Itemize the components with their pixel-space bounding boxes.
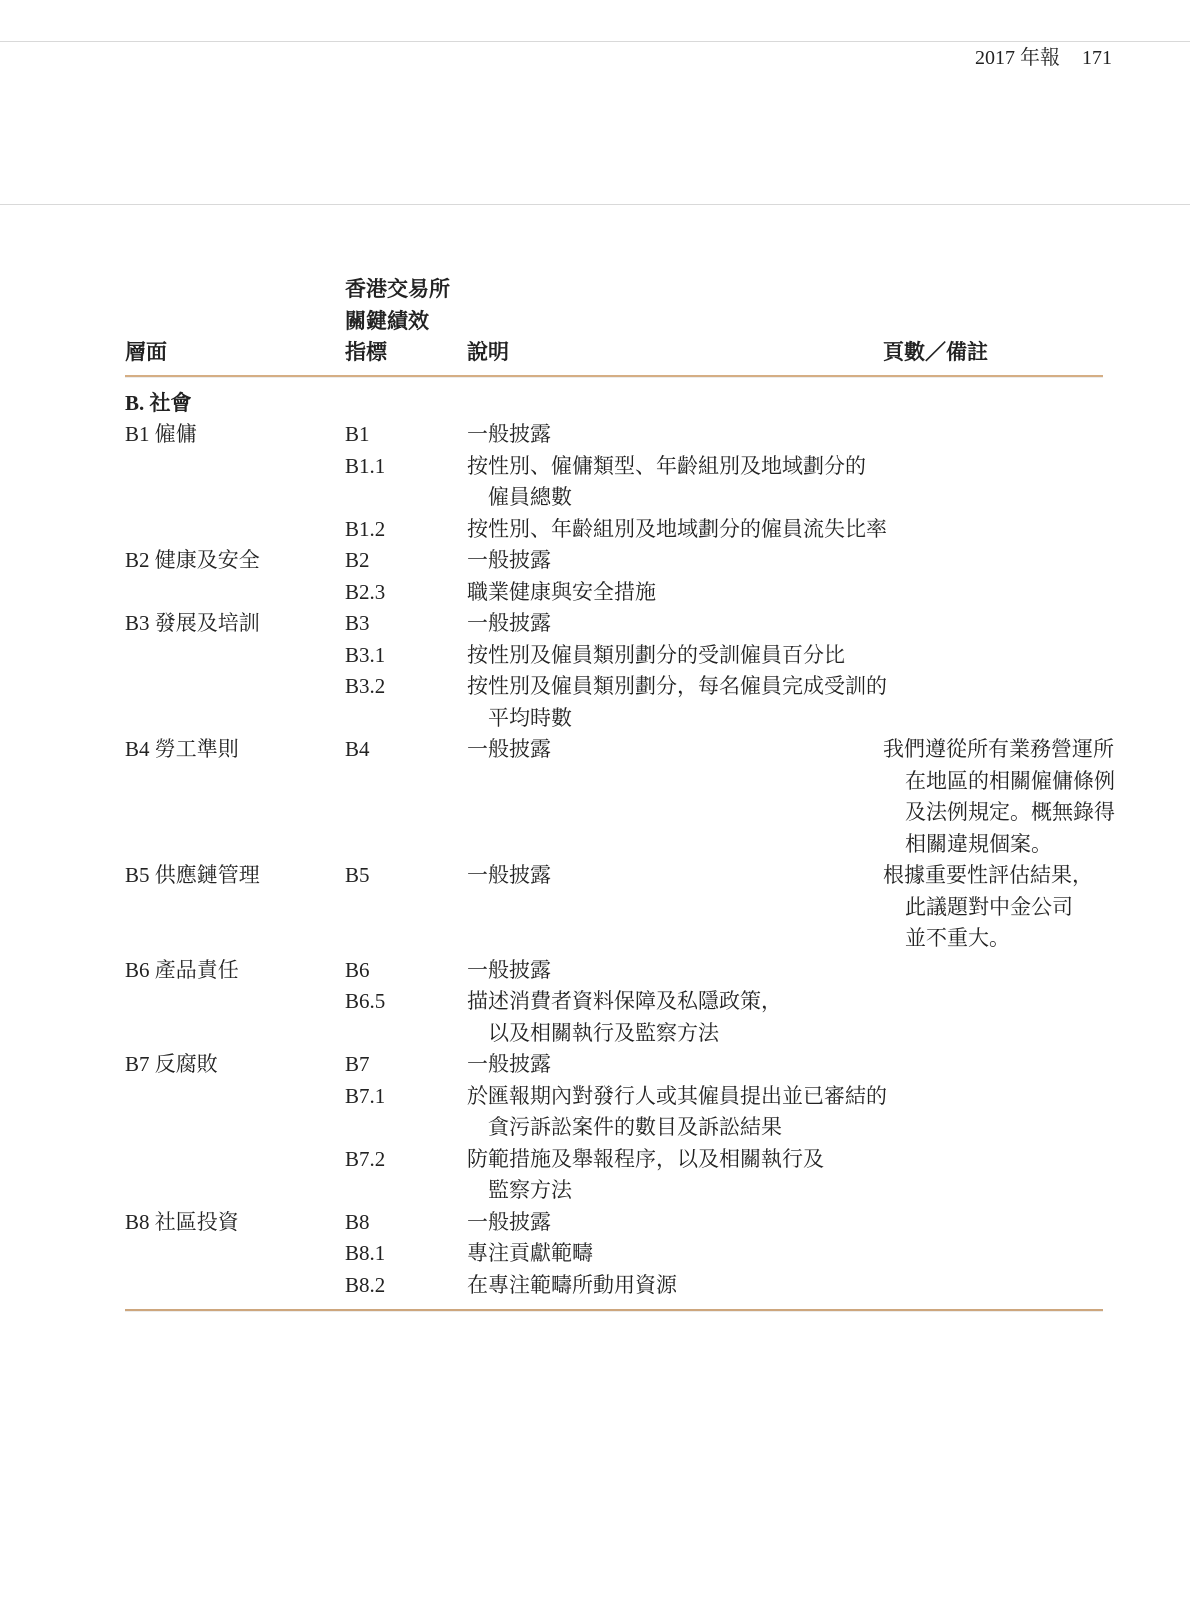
- description-cell: [467, 451, 883, 514]
- description-cell: [467, 514, 887, 546]
- remark-cell-line: 根據重要性評估結果，: [883, 863, 1093, 887]
- description-cell: [467, 577, 883, 609]
- remark-cell: [883, 734, 1115, 860]
- kpi-code-cell: [345, 514, 467, 546]
- description-cell: [467, 545, 883, 577]
- description-cell-line: 職業健康與安全措施: [467, 579, 656, 604]
- description-cell-line: 一般披露: [467, 1052, 551, 1076]
- kpi-code-cell-line: B2.3: [345, 579, 386, 604]
- remark-cell-line: 我們遵從所有業務營運所: [883, 737, 1114, 761]
- aspect-cell-line: B5 供應鏈管理: [125, 863, 260, 887]
- table-row: [125, 419, 1103, 451]
- remark-cell: [883, 860, 1103, 955]
- description-cell-line: 按性別、年齡組別及地域劃分的僱員流失比率: [467, 516, 887, 541]
- header-kpi-line1: 香港交易所: [345, 277, 450, 301]
- description-cell-line: 僱員總數: [488, 485, 572, 509]
- description-cell: [467, 419, 883, 451]
- kpi-code-cell: [345, 1238, 467, 1270]
- header-kpi-line2: 關鍵績效: [345, 308, 429, 333]
- description-cell-line: 貪污訴訟案件的數目及訴訟結果: [488, 1115, 782, 1139]
- remark-cell-line: 此議題對中金公司: [905, 894, 1073, 919]
- remark-cell-line: 並不重大。: [905, 926, 1010, 950]
- aspect-cell: [125, 734, 345, 766]
- kpi-code-cell: [345, 1270, 467, 1302]
- section-title: B. 社會: [125, 390, 192, 415]
- table-body: [125, 419, 1115, 1301]
- kpi-code-cell-line: B3.1: [345, 642, 386, 667]
- aspect-cell-line: B7 反腐敗: [125, 1052, 218, 1076]
- header-description-label: 說明: [467, 340, 509, 364]
- kpi-code-cell: [345, 1207, 467, 1239]
- description-cell: [467, 1238, 883, 1270]
- kpi-code-cell: [345, 608, 467, 640]
- aspect-cell-line: B4 勞工準則: [125, 737, 239, 761]
- page-header: [975, 46, 1112, 70]
- kpi-code-cell: [345, 419, 467, 451]
- table-header-row: [125, 274, 1103, 369]
- table-row: [125, 1238, 1103, 1270]
- table-row: [125, 640, 1103, 672]
- kpi-code-cell: [345, 860, 467, 892]
- aspect-cell-line: B8 社區投資: [125, 1209, 239, 1234]
- description-cell: [467, 671, 887, 734]
- kpi-code-cell: [345, 986, 467, 1018]
- kpi-code-cell-line: B1.1: [345, 453, 386, 478]
- aspect-cell: [125, 1049, 345, 1081]
- description-cell: [467, 1207, 883, 1239]
- kpi-code-cell-line: B6: [345, 957, 370, 982]
- kpi-code-cell-line: B1.2: [345, 516, 386, 541]
- description-cell-line: 一般披露: [467, 548, 551, 572]
- aspect-cell: [125, 419, 345, 451]
- description-cell-line: 一般披露: [467, 863, 551, 887]
- remark-cell-line: 相關違規個案。: [905, 831, 1052, 856]
- description-cell-line: 按性別及僱員類別劃分的受訓僱員百分比: [467, 642, 845, 667]
- description-cell: [467, 986, 883, 1049]
- description-cell-line: 描述消費者資料保障及私隱政策，: [467, 989, 782, 1013]
- kpi-code-cell: [345, 545, 467, 577]
- aspect-cell-line: B6 產品責任: [125, 957, 239, 982]
- description-cell-line: 專注貢獻範疇: [467, 1241, 593, 1265]
- table-row: [125, 545, 1103, 577]
- table-row: [125, 986, 1103, 1049]
- kpi-code-cell: [345, 640, 467, 672]
- kpi-code-cell-line: B2: [345, 548, 370, 572]
- table-row: [125, 577, 1103, 609]
- description-cell-line: 一般披露: [467, 737, 551, 761]
- report-title: 2017 年報: [975, 47, 1060, 69]
- kpi-code-cell: [345, 671, 467, 703]
- aspect-cell-line: B1 僱傭: [125, 422, 197, 446]
- table-row: [125, 955, 1103, 987]
- description-cell-line: 一般披露: [467, 611, 551, 635]
- description-cell: [467, 955, 883, 987]
- description-cell-line: 在專注範疇所動用資源: [467, 1272, 677, 1297]
- table-row: [125, 1081, 1103, 1144]
- description-cell: [467, 1049, 883, 1081]
- description-cell-line: 一般披露: [467, 957, 551, 982]
- table-row: [125, 1049, 1103, 1081]
- description-cell-line: 以及相關執行及監察方法: [488, 1020, 719, 1045]
- kpi-code-cell: [345, 577, 467, 609]
- kpi-code-cell-line: B3: [345, 611, 370, 635]
- kpi-code-cell-line: B8.1: [345, 1241, 386, 1265]
- header-aspect-label: 層面: [125, 340, 167, 364]
- header-kpi-line3: 指標: [345, 340, 387, 364]
- description-cell-line: 防範措施及舉報程序，以及相關執行及: [467, 1146, 824, 1171]
- description-cell: [467, 860, 883, 892]
- remark-cell-line: 及法例規定。概無錄得: [905, 800, 1115, 824]
- aspect-cell: [125, 608, 345, 640]
- kpi-code-cell-line: B5: [345, 863, 370, 887]
- aspect-cell-line: B2 健康及安全: [125, 548, 260, 572]
- kpi-index-table: [125, 274, 1115, 1312]
- description-cell: [467, 608, 883, 640]
- table-row: [125, 671, 1103, 734]
- content-divider-hairline: [0, 204, 1190, 205]
- kpi-code-cell-line: B3.2: [345, 674, 386, 698]
- description-cell: [467, 1270, 883, 1302]
- kpi-code-cell-line: B8.2: [345, 1272, 386, 1297]
- kpi-code-cell: [345, 451, 467, 483]
- table-bottom-rule: [125, 1309, 1103, 1312]
- table-row: [125, 608, 1103, 640]
- table-row: [125, 1270, 1103, 1302]
- remark-cell-line: 在地區的相關僱傭條例: [905, 768, 1115, 793]
- description-cell-line: 一般披露: [467, 422, 551, 446]
- description-cell: [467, 1081, 887, 1144]
- description-cell-line: 按性別、僱傭類型、年齡組別及地域劃分的: [467, 453, 866, 478]
- aspect-cell-line: B3 發展及培訓: [125, 611, 260, 635]
- header-remarks: [883, 337, 1103, 369]
- header-kpi: [345, 274, 467, 369]
- kpi-code-cell: [345, 955, 467, 987]
- kpi-code-cell-line: B1: [345, 422, 370, 446]
- table-row: [125, 734, 1115, 860]
- top-hairline: [0, 41, 1190, 42]
- description-cell: [467, 640, 883, 672]
- header-description: [467, 337, 883, 369]
- kpi-code-cell: [345, 1049, 467, 1081]
- header-aspect: [125, 337, 345, 369]
- table-row: [125, 1144, 1103, 1207]
- description-cell-line: 一般披露: [467, 1209, 551, 1234]
- aspect-cell: [125, 1207, 345, 1239]
- kpi-code-cell-line: B4: [345, 737, 370, 761]
- table-row: [125, 451, 1103, 514]
- description-cell: [467, 734, 883, 766]
- description-cell-line: 監察方法: [488, 1178, 572, 1202]
- table-header-rule: [125, 375, 1103, 378]
- kpi-code-cell-line: B7: [345, 1052, 370, 1076]
- table-row: [125, 514, 1103, 546]
- aspect-cell: [125, 860, 345, 892]
- description-cell-line: 平均時數: [488, 705, 572, 730]
- page-number: 171: [1082, 47, 1112, 69]
- description-cell: [467, 1144, 883, 1207]
- kpi-code-cell-line: B8: [345, 1209, 370, 1234]
- aspect-cell: [125, 955, 345, 987]
- kpi-code-cell-line: B6.5: [345, 989, 386, 1013]
- kpi-code-cell-line: B7.1: [345, 1083, 386, 1108]
- description-cell-line: 於匯報期內對發行人或其僱員提出並已審結的: [467, 1083, 887, 1108]
- table-row: [125, 1207, 1103, 1239]
- table-row: [125, 860, 1103, 955]
- kpi-code-cell-line: B7.2: [345, 1146, 386, 1171]
- kpi-code-cell: [345, 1144, 467, 1176]
- header-remarks-label: 頁數／備註: [883, 340, 988, 364]
- kpi-code-cell: [345, 1081, 467, 1113]
- description-cell-line: 按性別及僱員類別劃分，每名僱員完成受訓的: [467, 674, 887, 698]
- kpi-code-cell: [345, 734, 467, 766]
- aspect-cell: [125, 545, 345, 577]
